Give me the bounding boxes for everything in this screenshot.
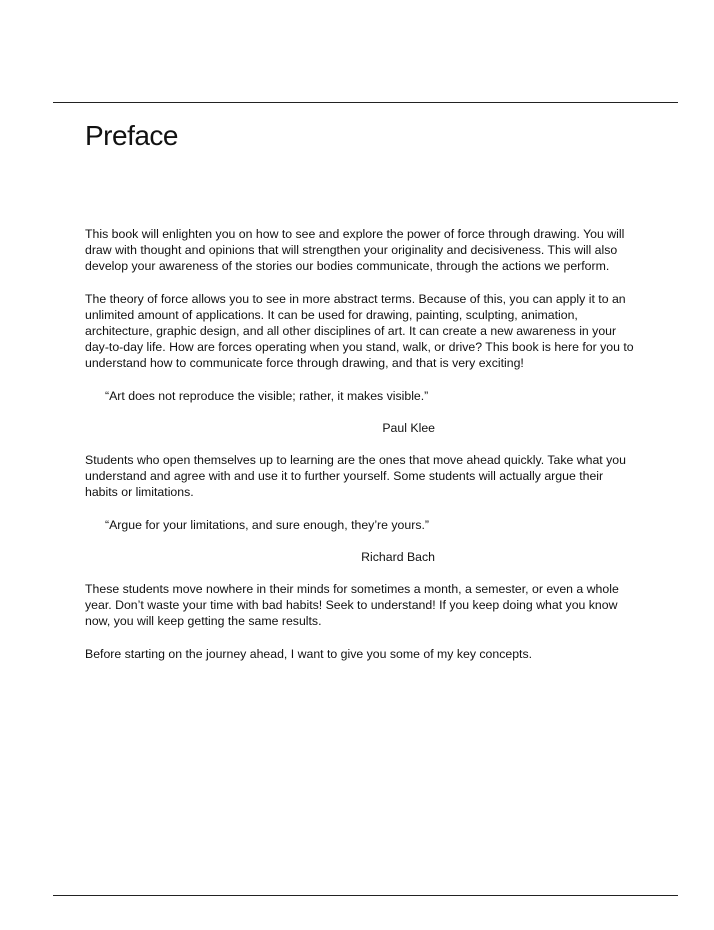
quote-author: Richard Bach xyxy=(361,549,435,564)
preface-body xyxy=(85,226,637,678)
paragraph-3: Students who open themselves up to learning are the ones that move ahead quickly. Take what you understand and agree with and use it to further yourself. Some students will actually argue their habits or limitations. xyxy=(85,453,626,500)
paragraph-1: This book will enlighten you on how to see and explore the power of force through drawing. You will draw with thought and opinions that will strengthen your originality and decisiveness. This will also develop your awareness of the stories our bodies communicate, through the actions we perform. xyxy=(85,227,625,274)
paragraph-5: Before starting on the journey ahead, I want to give you some of my key concepts. xyxy=(85,646,533,661)
quote-author: Paul Klee xyxy=(382,420,435,435)
quote-paul-klee xyxy=(85,388,637,436)
page-title: Preface xyxy=(85,120,178,151)
quote-text: “Argue for your limitations, and sure enough, they’re yours.” xyxy=(105,517,429,532)
paragraph-4: These students move nowhere in their minds for sometimes a month, a semester, or even a whole year. Don’t waste your time with bad habits! Seek to understand! If you keep doing what you know now, you will keep getting the same results. xyxy=(85,582,619,629)
paragraph-2: The theory of force allows you to see in more abstract terms. Because of this, you can apply it to an unlimited amount of applications. It can be used for drawing, painting, sculpting, animation, architecture, graphic design, and all other disciplines of art. It can create a new awareness in your day-to-day life. How are forces operating when you stand, walk, or drive? This book is here for you to understand how to communicate force through drawing, and that is very exciting! xyxy=(85,291,634,371)
quote-richard-bach xyxy=(85,517,637,565)
quote-text: “Art does not reproduce the visible; rather, it makes visible.” xyxy=(105,388,429,403)
bottom-rule xyxy=(53,895,678,896)
top-rule xyxy=(53,102,678,103)
